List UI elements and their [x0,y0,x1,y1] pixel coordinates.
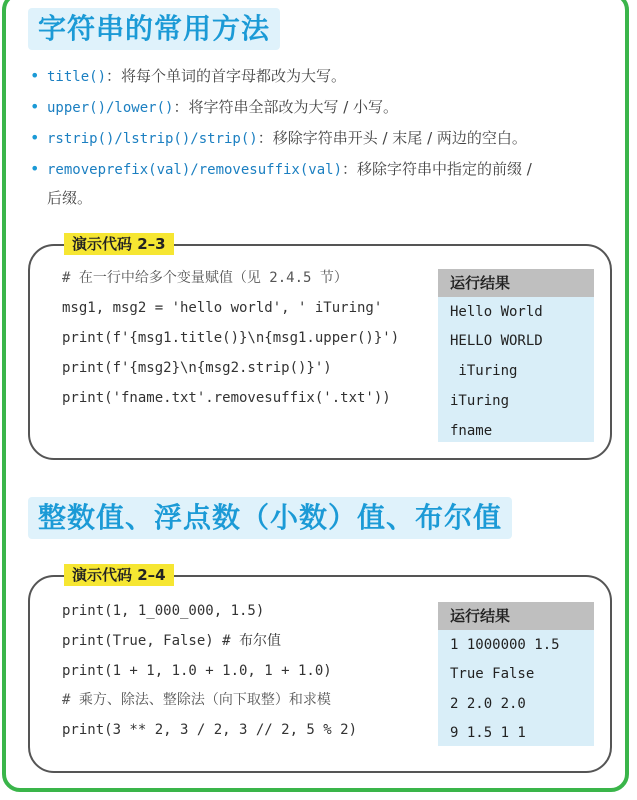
method-description: ：移除字符串中指定的前缀 / [342,160,532,178]
result-title: 运行结果 [438,602,594,630]
section-title-numbers-booleans: 整数值、浮点数（小数）值、布尔值 [28,497,512,539]
result-line: 1 1000000 1.5 [450,637,560,653]
code-line: # 乘方、除法、整除法（向下取整）和求模 [62,692,331,708]
result-panel-1 [438,269,594,442]
code-line: # 在一行中给多个变量赋值（见 2.4.5 节） [62,270,348,286]
result-line: fname [450,423,493,439]
method-code: rstrip()/lstrip()/strip() [47,131,258,147]
method-code: upper()/lower() [47,100,174,116]
result-line: 2 2.0 2.0 [450,696,526,712]
demo-label-1: 演示代码 2–3 [64,233,174,255]
bullet-dot-icon: • [30,97,40,116]
code-line: print(True, False) # 布尔值 [62,633,282,649]
bullet-dot-icon: • [30,66,40,85]
demo-label-2: 演示代码 2–4 [64,564,174,586]
result-line: 9 1.5 1 1 [450,725,526,741]
result-line: Hello World [450,304,543,320]
method-description: 后缀。 [47,189,93,207]
method-code: title() [47,69,107,85]
method-description: ：移除字符串开头 / 末尾 / 两边的空白。 [257,129,527,147]
code-line: print(1, 1_000_000, 1.5) [62,603,265,619]
result-panel-2 [438,602,594,746]
code-line: print(f'{msg2}\n{msg2.strip()}') [62,360,332,376]
method-description: ：将每个单词的首字母都改为大写。 [106,67,347,85]
section-title-string-methods: 字符串的常用方法 [28,8,280,50]
method-description: ：将字符串全部改为大写 / 小写。 [173,98,399,116]
result-line: HELLO WORLD [450,333,543,349]
result-title: 运行结果 [438,269,594,297]
code-line: print(1 + 1, 1.0 + 1.0, 1 + 1.0) [62,663,332,679]
code-line: print('fname.txt'.removesuffix('.txt')) [62,390,391,406]
result-line: iTuring [450,363,518,379]
code-line: print(f'{msg1.title()}\n{msg1.upper()}') [62,330,400,346]
method-code: removeprefix(val)/removesuffix(val) [47,162,343,178]
bullet-dot-icon: • [30,159,40,178]
bullet-dot-icon: • [30,128,40,147]
result-line: iTuring [450,393,510,409]
code-line: print(3 ** 2, 3 / 2, 3 // 2, 5 % 2) [62,722,358,738]
code-line: msg1, msg2 = 'hello world', ' iTuring' [62,300,383,316]
result-line: True False [450,666,535,682]
